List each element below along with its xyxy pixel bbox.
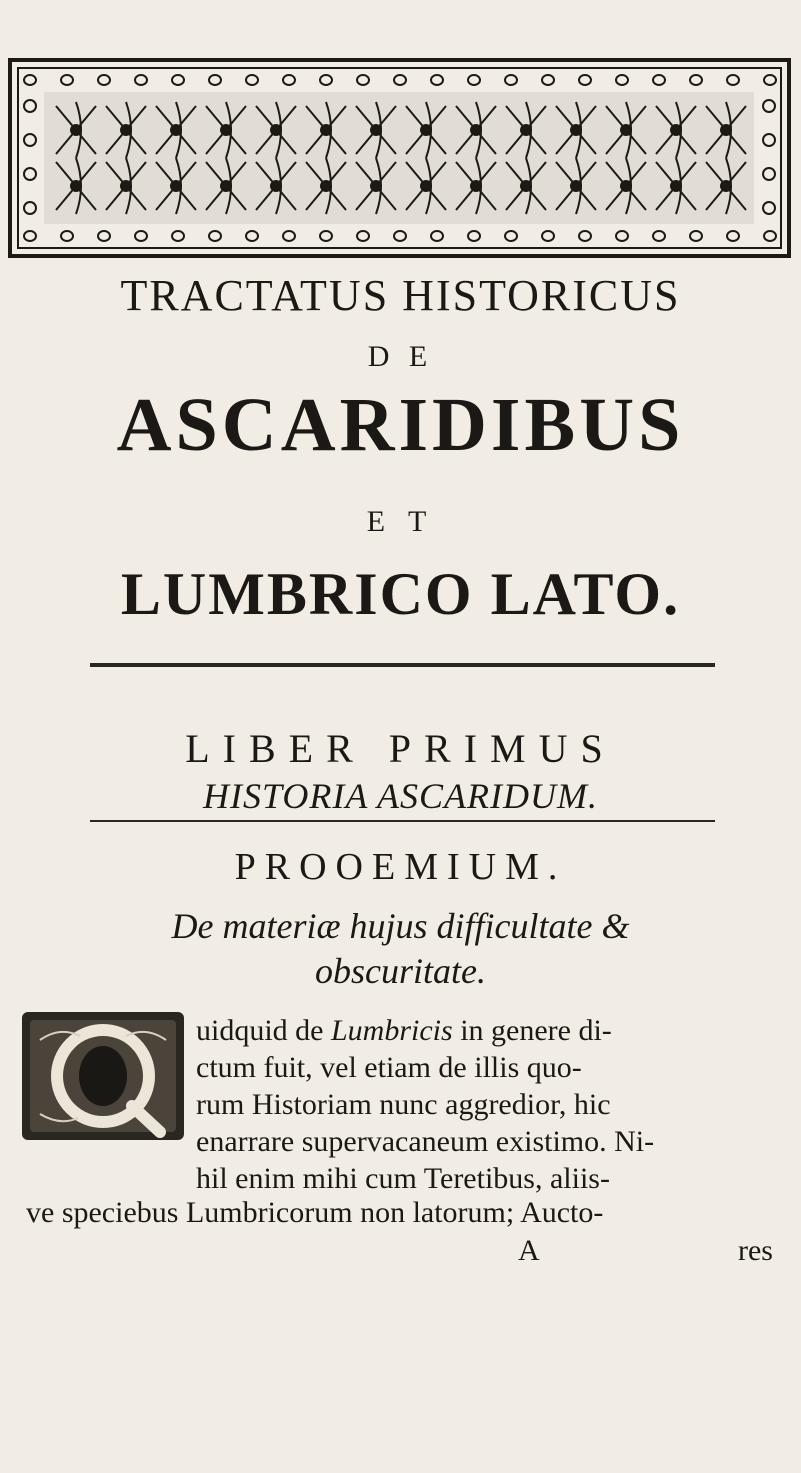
book-subheading: HISTORIA ASCARIDUM. [203, 776, 598, 816]
body-paragraph [196, 1012, 791, 1197]
body-line-5: hil enim mihi cum Teretibus, aliis- [196, 1162, 610, 1195]
proemium-heading: PROOEMIUM. [234, 846, 567, 888]
body-line-3: rum Historiam nunc aggredior, hic [196, 1088, 611, 1121]
decorated-initial [20, 1010, 186, 1142]
title-line-1: TRACTATUS HISTORICUS [120, 271, 681, 320]
headpiece-ornament-icon [8, 58, 791, 258]
title-de: D E [367, 340, 434, 373]
ornamental-headpiece [8, 58, 791, 258]
divider-rule-2 [90, 820, 715, 822]
catchword: res [738, 1234, 773, 1267]
body-line-1 [196, 1012, 791, 1049]
body-line-2: ctum fuit, vel etiam de illis quo- [196, 1051, 582, 1084]
signature-mark: A [518, 1234, 540, 1267]
proemium-subtitle-2: obscuritate. [315, 951, 486, 991]
divider-rule [90, 663, 715, 667]
body-line-4: enarrare supervacaneum existimo. Ni- [196, 1125, 655, 1158]
title-line-3: LUMBRICO LATO. [120, 561, 681, 627]
body-line-1-rest: in genere di- [452, 1014, 612, 1047]
body-line-6: ve speciebus Lumbricorum non latorum; Aucto- [26, 1196, 604, 1229]
body-line-1-text: uidquid de [196, 1014, 331, 1047]
initial-ornament-icon [20, 1010, 186, 1142]
body-line-1-emphasis: Lumbricis [331, 1014, 453, 1047]
book-heading: LIBER PRIMUS [185, 726, 616, 771]
proemium-subtitle-1: De materiæ hujus difficultate & [171, 906, 630, 946]
title-et: E T [366, 505, 435, 538]
title-line-2: ASCARIDIBUS [116, 383, 685, 467]
